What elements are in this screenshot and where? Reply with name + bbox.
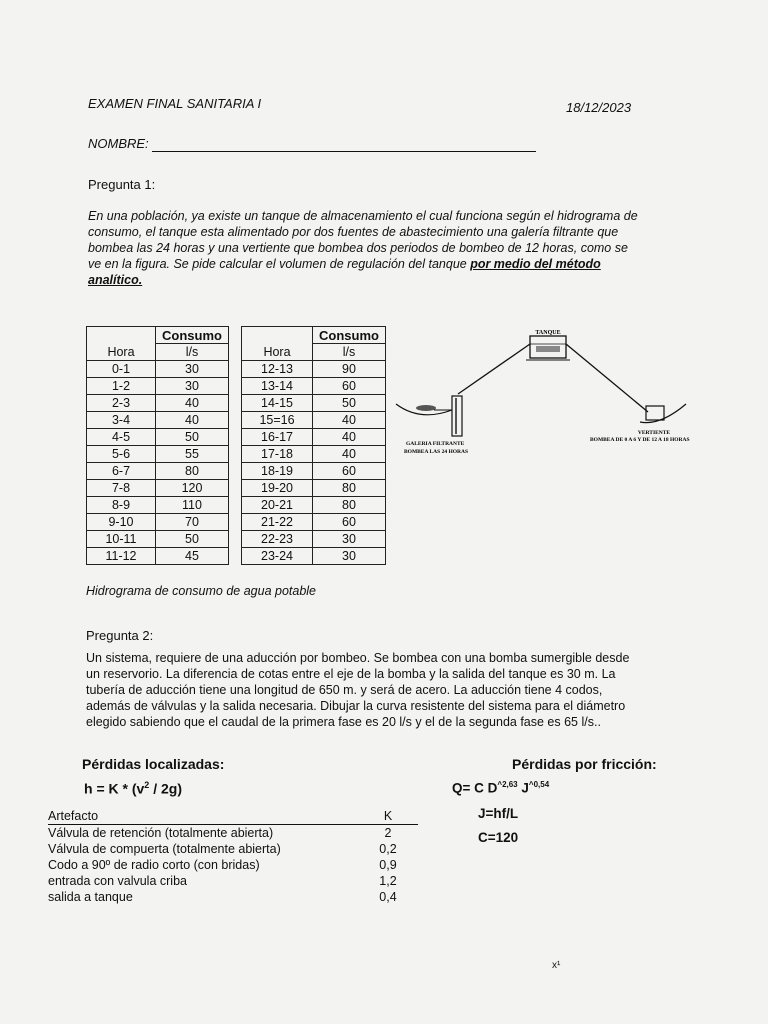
table-row	[87, 463, 386, 480]
pipe-right	[566, 344, 648, 412]
k-table-row	[48, 841, 418, 857]
consumption-cell: 80	[156, 463, 229, 480]
hour-cell: 14-15	[242, 395, 313, 412]
consumption-cell: 30	[156, 378, 229, 395]
hour-cell: 22-23	[242, 531, 313, 548]
spacer	[229, 480, 242, 497]
table-row	[87, 429, 386, 446]
table-row	[87, 446, 386, 463]
table-row	[87, 548, 386, 565]
fitting-name: Válvula de retención (totalmente abierta)	[48, 826, 274, 840]
hour-cell: 19-20	[242, 480, 313, 497]
loss-coefficient-table	[48, 808, 418, 905]
k-value: 0,2	[379, 842, 397, 856]
c-value: C=120	[478, 830, 519, 845]
k-value: 1,2	[379, 874, 397, 888]
friction-losses-heading: Pérdidas por fricción:	[512, 756, 657, 772]
hour-cell: 8-9	[87, 497, 156, 514]
spacer	[229, 412, 242, 429]
spacer	[229, 548, 242, 565]
col-artefacto: Artefacto	[48, 809, 99, 823]
gallery-pump	[452, 396, 462, 436]
hour-cell: 20-21	[242, 497, 313, 514]
consumption-cell: 60	[313, 514, 386, 531]
hour-cell: 13-14	[242, 378, 313, 395]
exam-title: EXAMEN FINAL SANITARIA I	[88, 96, 262, 111]
table-row	[87, 395, 386, 412]
k-value: 0,9	[379, 858, 397, 872]
consumption-cell: 60	[313, 378, 386, 395]
spacer	[229, 463, 242, 480]
spacer	[229, 361, 242, 378]
consumption-cell: 40	[313, 412, 386, 429]
consumption-cell: 40	[313, 446, 386, 463]
consumption-cell: 120	[156, 480, 229, 497]
table-row	[87, 378, 386, 395]
supply-diagram	[390, 322, 720, 462]
tank-water	[536, 346, 560, 352]
spacer	[229, 429, 242, 446]
hour-cell: 4-5	[87, 429, 156, 446]
hour-cell: 21-22	[242, 514, 313, 531]
spring-label-2: BOMBEA DE 0 A 6 Y DE 12 A 18 HORAS	[590, 437, 690, 443]
hazen-formula: Q= C $D^{\^{}2,63}$ $J^{\^{}0,54}$	[452, 780, 550, 796]
hour-cell: 10-11	[87, 531, 156, 548]
k-value: 2	[384, 826, 392, 840]
hydrogram-table: Consumo Consumo Hora l/s Hora l/s 0-1 30 12-13 90 1-2 30 13-14 60 2-3 40 14-15 50 3-4 40 15=16 40 4-5 50 16-17 40 5-6 55 17-18 40 6-7 80 18-19 60 7-8 120 19-20 80 8-9 110 20-21 80 9-10 70 21-22 60 10-11 50 22-23 30 11-12 45 23-24 30	[86, 326, 386, 565]
consumption-cell: 40	[156, 395, 229, 412]
col-k: K	[383, 809, 393, 823]
fitting-name: Codo a 90º de radio corto (con bridas)	[48, 858, 260, 872]
k-value: 0,4	[379, 890, 397, 904]
consumption-cell: 40	[313, 429, 386, 446]
hour-cell: 2-3	[87, 395, 156, 412]
hour-cell: 6-7	[87, 463, 156, 480]
gallery-label-2: BOMBEA LAS 24 HORAS	[404, 449, 469, 455]
table-row	[87, 361, 386, 378]
consumption-cell: 50	[313, 395, 386, 412]
consumption-cell: 70	[156, 514, 229, 531]
q1-text: En una población, ya existe un tanque de almacenamiento el cual funciona según el hidrograma de consumo, el tanque esta alimentado por dos fuentes de abastecimiento una galería filtrante que bombea las 24 horas y una vertiente que bombea dos periodos de bombeo de 12 horas, como se ve en la figura. Se pide calcular el volumen de regulación del tanque por medio del método analítico.	[88, 209, 638, 287]
q2-label: Pregunta 2:	[86, 628, 154, 643]
k-table-header	[48, 808, 418, 825]
consumption-cell: 30	[313, 548, 386, 565]
spacer	[229, 497, 242, 514]
spacer	[229, 446, 242, 463]
spacer	[229, 378, 242, 395]
hour-cell: 17-18	[242, 446, 313, 463]
exam-date: 18/12/2023	[566, 100, 632, 115]
spring-box	[646, 406, 664, 420]
name-label: NOMBRE:	[88, 136, 149, 151]
hour-cell: 1-2	[87, 378, 156, 395]
consumption-cell: 30	[156, 361, 229, 378]
table-row	[87, 412, 386, 429]
hour-cell: 0-1	[87, 361, 156, 378]
q2-text: Un sistema, requiere de una aducción por bombeo. Se bombea con una bomba sumergible desde un reservorio. La diferencia de cotas entre el eje de la bomba y la salida del tanque es 30 m. La tubería de aducción tiene una longitud de 650 m. y será de acero. La aducción tiene 4 codos, además de válvulas y la salida necesaria. Dibujar la curva resistente del sistema para el diámetro elegido sabiendo que el caudal de la primera fase es 20 l/s y el de la segunda fase es 65 l/s..	[86, 651, 630, 729]
tank-label: TANQUE	[535, 330, 561, 336]
consumption-cell: 80	[313, 480, 386, 497]
hour-cell: 11-12	[87, 548, 156, 565]
hour-cell: 16-17	[242, 429, 313, 446]
q1-label: Pregunta 1:	[88, 177, 156, 192]
gallery-water	[416, 405, 436, 411]
local-losses-heading: Pérdidas localizadas:	[82, 756, 225, 772]
table-row	[87, 497, 386, 514]
name-line[interactable]	[152, 151, 536, 152]
consumption-cell: 60	[313, 463, 386, 480]
consumption-cell: 90	[313, 361, 386, 378]
consumption-cell: 55	[156, 446, 229, 463]
j-formula: J=hf/L	[478, 806, 519, 821]
table-caption: Hidrograma de consumo de agua potable	[86, 584, 317, 598]
k-table-row	[48, 889, 418, 905]
hour-cell: 12-13	[242, 361, 313, 378]
hour-cell: 9-10	[87, 514, 156, 531]
local-losses-formula: $h = K * (v^2 / 2g)$	[84, 780, 182, 797]
fitting-name: Válvula de compuerta (totalmente abierta)	[48, 842, 281, 856]
hour-cell: 5-6	[87, 446, 156, 463]
gallery-label-1: GALERIA FILTRANTE	[406, 441, 465, 447]
fitting-name: entrada con valvula criba	[48, 874, 187, 888]
consumption-cell: 40	[156, 412, 229, 429]
k-table-row	[48, 825, 418, 841]
spring-label: VERTIENTE	[637, 430, 671, 436]
consumption-cell: 45	[156, 548, 229, 565]
k-table-row	[48, 857, 418, 873]
spacer	[229, 514, 242, 531]
page-mark: x¹	[552, 960, 561, 971]
hour-cell: 3-4	[87, 412, 156, 429]
fitting-name: salida a tanque	[48, 890, 133, 904]
consumption-cell: 50	[156, 429, 229, 446]
consumption-cell: 80	[313, 497, 386, 514]
hour-cell: 23-24	[242, 548, 313, 565]
spacer	[229, 395, 242, 412]
hour-cell: 7-8	[87, 480, 156, 497]
k-table-row	[48, 873, 418, 889]
table-row	[87, 480, 386, 497]
consumption-cell: 110	[156, 497, 229, 514]
consumption-cell: 30	[313, 531, 386, 548]
hour-cell: 15=16	[242, 412, 313, 429]
table-row	[87, 514, 386, 531]
hour-cell: 18-19	[242, 463, 313, 480]
consumption-cell: 50	[156, 531, 229, 548]
spacer	[229, 531, 242, 548]
pipe-left	[458, 344, 530, 394]
table-row	[87, 531, 386, 548]
